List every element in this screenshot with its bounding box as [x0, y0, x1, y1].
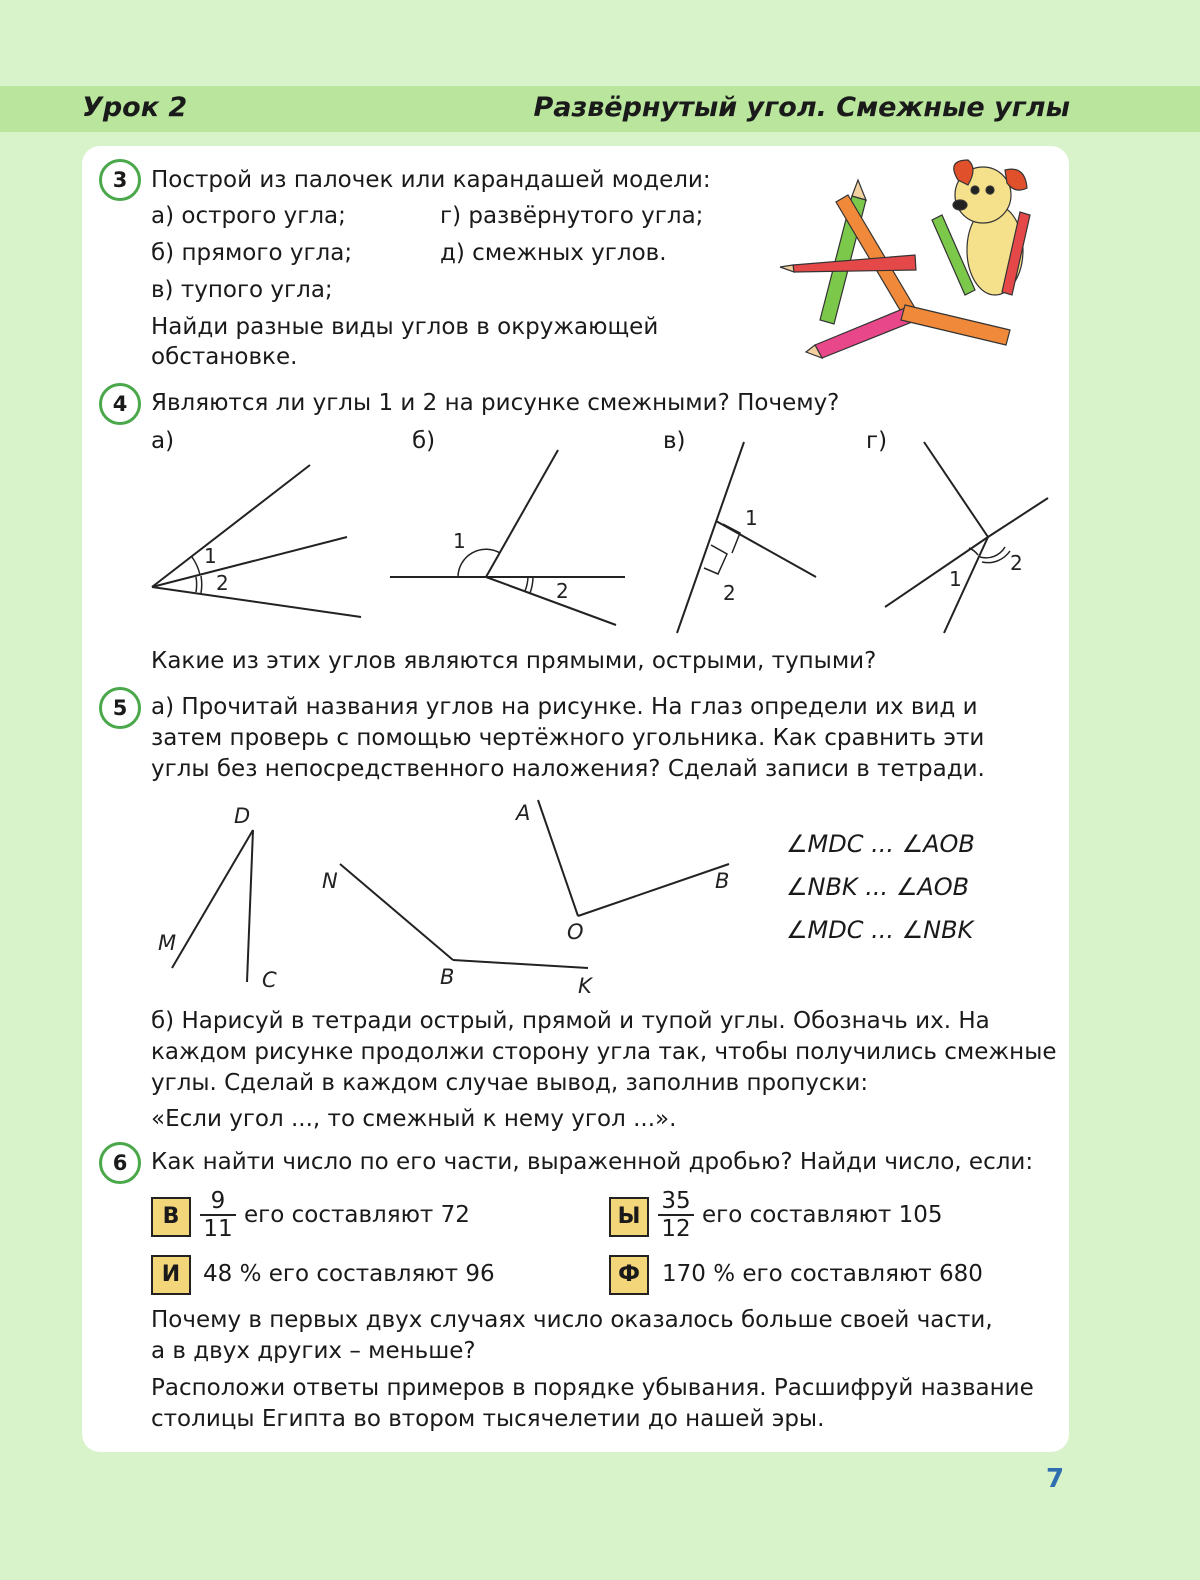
- task5-b-line-2: каждом рисунке продолжи сторону угла так, чтобы получились смежные: [151, 1039, 1057, 1065]
- task6-item-y-text: его составляют 105: [702, 1202, 943, 1228]
- angle-mdc-side-dm: [172, 830, 253, 968]
- fig-v-label-2: 2: [723, 581, 736, 605]
- point-M: M: [158, 931, 177, 955]
- fig-b-label-2: 2: [556, 579, 569, 603]
- fig-a-label-1: 1: [204, 544, 217, 568]
- point-O: O: [567, 920, 584, 944]
- fraction-numerator: 35: [658, 1188, 694, 1216]
- task5-a-line-3: углы без непосредственного наложения? Сделай записи в тетради.: [151, 756, 985, 782]
- task3-intro: Построй из палочек или карандашей модели:: [151, 167, 711, 193]
- point-N: N: [322, 869, 338, 893]
- task3-outro-1: Найди разные виды углов в окружающей: [151, 314, 659, 340]
- task4-number: 4: [99, 383, 141, 425]
- letter-box-f: Ф: [609, 1255, 649, 1295]
- task3-item-b: б) прямого угла;: [151, 240, 353, 266]
- fig-g-label-1: 1: [949, 567, 962, 591]
- fig-label-a: а): [151, 428, 175, 454]
- task6-question: Как найти число по его части, выраженной дробью? Найди число, если:: [151, 1149, 1034, 1175]
- fraction-denominator: 12: [661, 1216, 691, 1242]
- task3-outro-2: обстановке.: [151, 344, 298, 370]
- fig-b-label-1: 1: [453, 529, 466, 553]
- comparison-1: ∠MDC ... ∠AOB: [786, 830, 975, 858]
- task6-number: 6: [99, 1142, 141, 1184]
- fig-label-b: б): [412, 428, 436, 454]
- task5-a-line-2: затем проверь с помощью чертёжного угольника. Как сравнить эти: [151, 725, 985, 751]
- angle-aob-side-ob: [578, 864, 729, 916]
- angle-nbk-side-bk: [453, 960, 588, 968]
- task3-item-a: а) острого угла;: [151, 203, 346, 229]
- angle-mdc-side-dc: [247, 830, 253, 982]
- fraction-35-12: [658, 1188, 694, 1242]
- task5-b-line-4: «Если угол ..., то смежный к нему угол ...».: [151, 1106, 677, 1132]
- letter-box-v: В: [151, 1197, 191, 1237]
- task6-item-f-text: 170 % его составляют 680: [662, 1261, 983, 1287]
- task5-number: 5: [99, 687, 141, 729]
- point-A: A: [516, 801, 531, 825]
- task4-followup: Какие из этих углов являются прямыми, острыми, тупыми?: [151, 648, 877, 674]
- letter-box-i: И: [151, 1255, 191, 1295]
- point-C: C: [262, 968, 277, 992]
- task6-why-2: а в двух других – меньше?: [151, 1338, 476, 1364]
- task6-final-1: Расположи ответы примеров в порядке убывания. Расшифруй название: [151, 1375, 1034, 1401]
- fraction-9-11: [200, 1188, 236, 1242]
- fig-v-label-1: 1: [745, 506, 758, 530]
- page-number: 7: [1046, 1464, 1065, 1494]
- point-B: B: [440, 965, 455, 989]
- task5-b-line-1: б) Нарисуй в тетради острый, прямой и тупой углы. Обозначь их. На: [151, 1008, 990, 1034]
- task5-b-line-3: углы. Сделай в каждом случае вывод, заполнив пропуски:: [151, 1070, 869, 1096]
- comparison-3: ∠MDC ... ∠NBK: [786, 916, 974, 944]
- fig-label-g: г): [866, 428, 888, 454]
- task3-item-d: д) смежных углов.: [440, 240, 667, 266]
- task6-item-i-text: 48 % его составляют 96: [203, 1261, 495, 1287]
- fig-a-label-2: 2: [216, 571, 229, 595]
- task3-number: 3: [99, 159, 141, 201]
- letter-box-y: Ы: [609, 1197, 649, 1237]
- fig-g-label-2: 2: [1010, 551, 1023, 575]
- task3-item-v: в) тупого угла;: [151, 277, 333, 303]
- angle-nbk-side-bn: [340, 864, 453, 960]
- topic-title: Развёрнутый угол. Смежные углы: [533, 92, 1070, 123]
- fig-label-v: в): [663, 428, 686, 454]
- task5-a-line-1: а) Прочитай названия углов на рисунке. На глаз определи их вид и: [151, 694, 978, 720]
- point-B2: B: [715, 869, 730, 893]
- task4-question: Являются ли углы 1 и 2 на рисунке смежными? Почему?: [151, 390, 840, 416]
- fraction-numerator: 9: [200, 1188, 236, 1216]
- point-K: K: [578, 974, 592, 998]
- lesson-title: Урок 2: [82, 92, 188, 123]
- task6-final-2: столицы Египта во втором тысячелетии до нашей эры.: [151, 1406, 825, 1432]
- task3-item-g: г) развёрнутого угла;: [440, 203, 704, 229]
- task6-why-1: Почему в первых двух случаях число оказалось больше своей части,: [151, 1307, 993, 1333]
- point-D: D: [234, 804, 251, 828]
- fraction-denominator: 11: [203, 1216, 233, 1242]
- comparison-2: ∠NBK ... ∠AOB: [786, 873, 970, 901]
- task6-item-v-text: его составляют 72: [244, 1202, 470, 1228]
- angle-aob-side-oa: [538, 800, 578, 916]
